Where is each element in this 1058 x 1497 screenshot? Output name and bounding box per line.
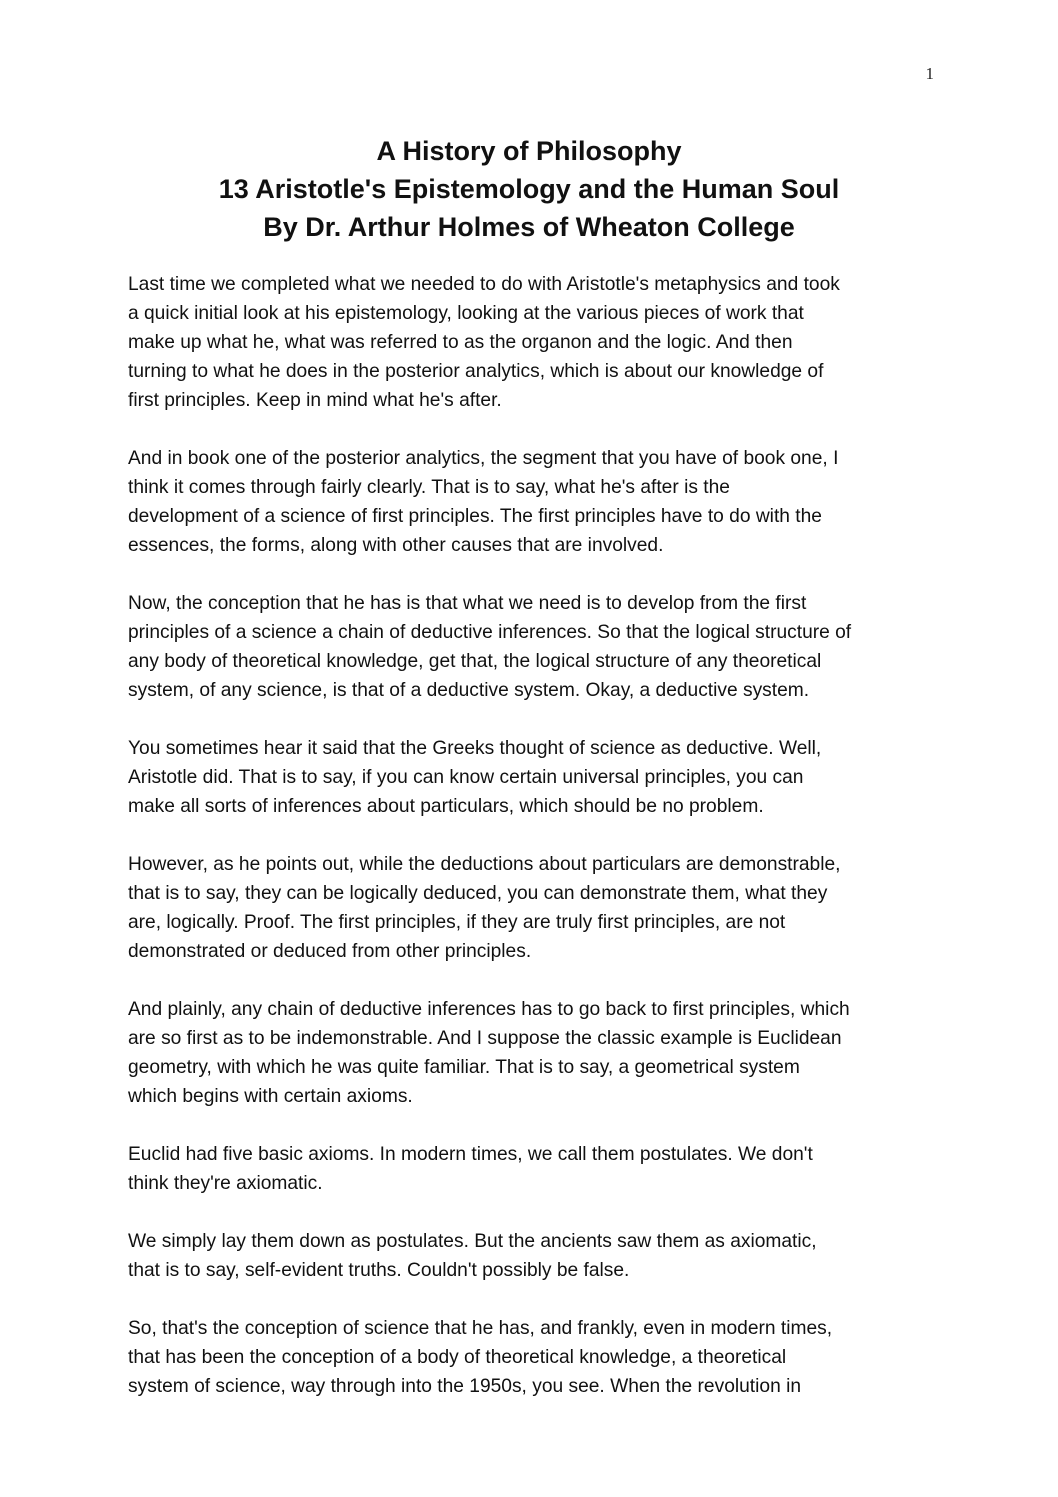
text-line: turning to what he does in the posterior analytics, which is about our knowledge of — [128, 361, 824, 382]
text-line: are, logically. Proof. The first principles, if they are truly first principles, are not — [128, 912, 786, 933]
text-line: essences, the forms, along with other causes that are involved. — [128, 535, 664, 556]
text-line: principles of a science a chain of deductive inferences. So that the logical structure of — [128, 622, 852, 643]
paragraph-7 — [128, 1140, 940, 1198]
text-line: any body of theoretical knowledge, get that, the logical structure of any theoretical — [128, 651, 822, 672]
title-line-author: By Dr. Arthur Holmes of Wheaton College — [263, 212, 795, 242]
title-line-series: A History of Philosophy — [376, 136, 682, 166]
text-line: which begins with certain axioms. — [128, 1086, 413, 1107]
text-line: Last time we completed what we needed to do with Aristotle's metaphysics and took — [128, 274, 840, 295]
text-line: are so first as to be indemonstrable. And I suppose the classic example is Euclidean — [128, 1028, 842, 1049]
paragraph-2 — [128, 444, 940, 560]
text-line: that is to say, they can be logically deduced, you can demonstrate them, what they — [128, 883, 828, 904]
document-body — [128, 270, 940, 1430]
paragraph-5 — [128, 850, 940, 966]
paragraph-6 — [128, 995, 940, 1111]
page-number: 1 — [925, 64, 934, 83]
text-line: And plainly, any chain of deductive inferences has to go back to first principles, which — [128, 999, 850, 1020]
text-line: a quick initial look at his epistemology, looking at the various pieces of work that — [128, 303, 804, 324]
text-line: make up what he, what was referred to as the organon and the logic. And then — [128, 332, 793, 353]
title-line-lecture: 13 Aristotle's Epistemology and the Human Soul — [218, 174, 840, 204]
text-line: system of science, way through into the 1950s, you see. When the revolution in — [128, 1376, 802, 1397]
text-line: demonstrated or deduced from other principles. — [128, 941, 532, 962]
text-line: development of a science of first principles. The first principles have to do with the — [128, 506, 822, 527]
text-line: Euclid had five basic axioms. In modern times, we call them postulates. We don't — [128, 1144, 813, 1165]
text-line: that is to say, self-evident truths. Couldn't possibly be false. — [128, 1260, 630, 1281]
text-line: think it comes through fairly clearly. That is to say, what he's after is the — [128, 477, 730, 498]
text-line: think they're axiomatic. — [128, 1173, 323, 1194]
paragraph-4 — [128, 734, 940, 821]
text-line: And in book one of the posterior analytics, the segment that you have of book one, I — [128, 448, 839, 469]
paragraph-9 — [128, 1314, 940, 1401]
paragraph-8 — [128, 1227, 940, 1285]
text-line: We simply lay them down as postulates. But the ancients saw them as axiomatic, — [128, 1231, 817, 1252]
text-line: Aristotle did. That is to say, if you can know certain universal principles, you can — [128, 767, 804, 788]
text-line: Now, the conception that he has is that what we need is to develop from the first — [128, 593, 807, 614]
text-line: So, that's the conception of science that he has, and frankly, even in modern times, — [128, 1318, 833, 1339]
paragraph-1 — [128, 270, 940, 415]
text-line: You sometimes hear it said that the Greeks thought of science as deductive. Well, — [128, 738, 822, 759]
text-line: first principles. Keep in mind what he's after. — [128, 390, 502, 411]
text-line: that has been the conception of a body of theoretical knowledge, a theoretical — [128, 1347, 787, 1368]
text-line: make all sorts of inferences about particulars, which should be no problem. — [128, 796, 764, 817]
text-line: system, of any science, is that of a deductive system. Okay, a deductive system. — [128, 680, 810, 701]
document-title — [0, 132, 1058, 246]
paragraph-3 — [128, 589, 940, 705]
text-line: However, as he points out, while the deductions about particulars are demonstrable, — [128, 854, 841, 875]
text-line: geometry, with which he was quite familiar. That is to say, a geometrical system — [128, 1057, 800, 1078]
